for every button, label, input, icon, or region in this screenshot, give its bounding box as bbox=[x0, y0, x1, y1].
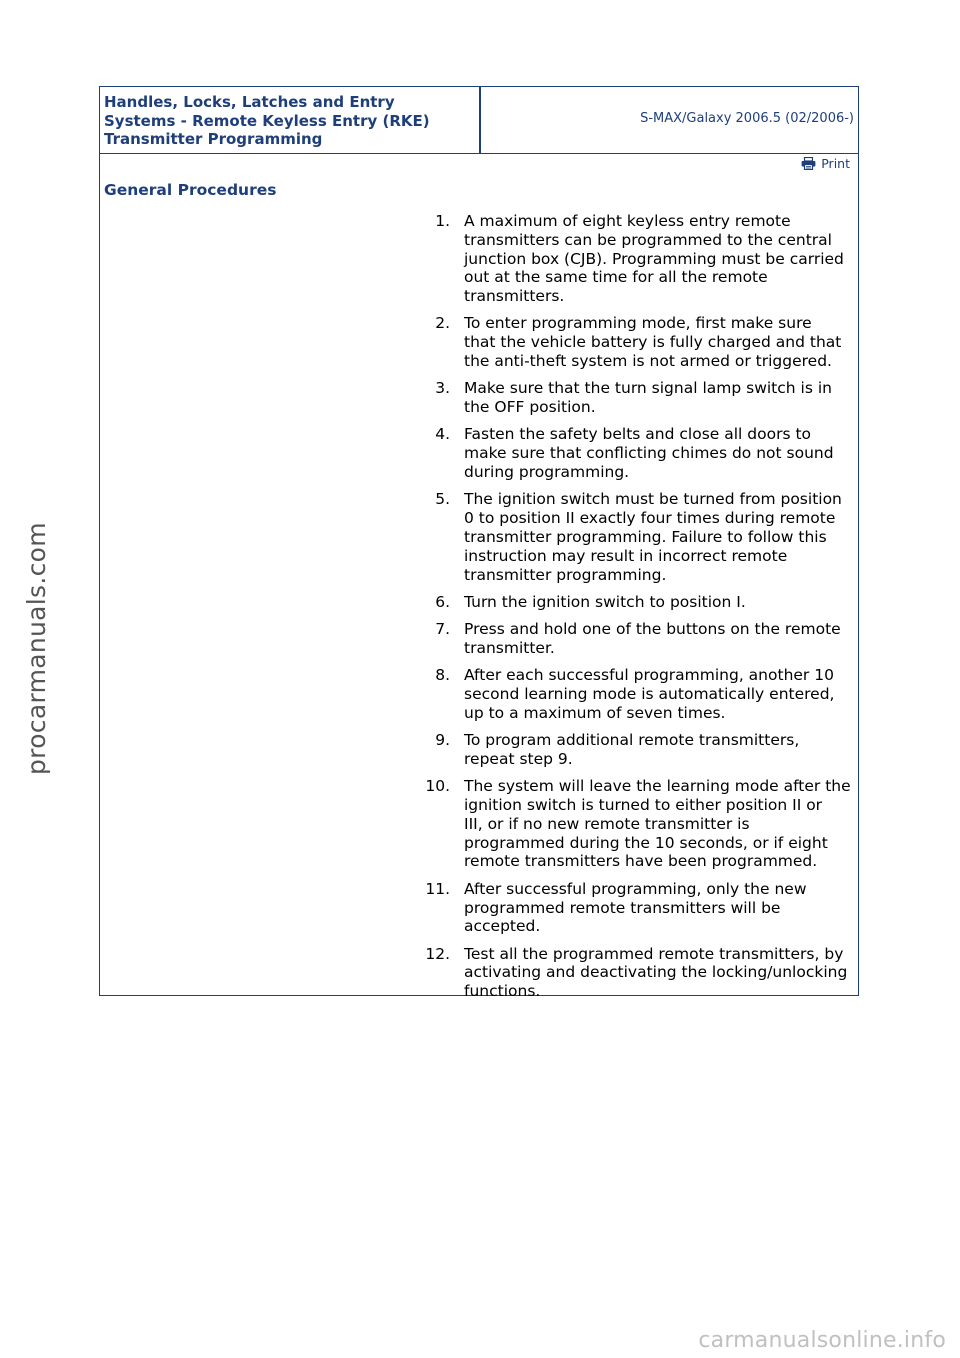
printer-icon bbox=[801, 157, 816, 170]
step-text-line: instruction may result in incorrect remote bbox=[464, 546, 788, 565]
procedure-step bbox=[410, 945, 855, 1001]
step-text-line: Turn the ignition switch to position I. bbox=[464, 592, 746, 611]
step-text-line: remote transmitters have been programmed. bbox=[464, 852, 818, 871]
step-text-line: III, or if no new remote transmitter is bbox=[464, 814, 750, 833]
step-number: 8. bbox=[435, 666, 450, 685]
step-text-line: transmitter programming. bbox=[464, 565, 667, 584]
step-text-line: second learning mode is automatically entered, bbox=[464, 685, 835, 704]
step-text-line: To enter programming mode, first make sure bbox=[464, 314, 812, 333]
step-text-line: To program additional remote transmitters, bbox=[464, 731, 800, 750]
step-text-line: activating and deactivating the locking/unlocking bbox=[464, 963, 848, 982]
procedure-step bbox=[410, 620, 855, 658]
step-text-line: functions. bbox=[464, 982, 541, 1001]
step-text-line: The ignition switch must be turned from position bbox=[464, 490, 842, 509]
step-text-line: the anti-theft system is not armed or triggered. bbox=[464, 352, 832, 371]
procedure-step bbox=[410, 880, 855, 936]
procedure-step bbox=[410, 490, 855, 584]
step-text-line: Make sure that the turn signal lamp switch is in bbox=[464, 379, 832, 398]
procedure-step bbox=[410, 666, 855, 722]
step-number: 10. bbox=[425, 777, 450, 796]
step-text-line: accepted. bbox=[464, 917, 541, 936]
step-text-line: The system will leave the learning mode after the bbox=[464, 777, 851, 796]
step-text-line: ignition switch is turned to either position II or bbox=[464, 796, 823, 815]
header-divider bbox=[479, 87, 481, 153]
section-title: General Procedures bbox=[104, 181, 277, 199]
procedure-step bbox=[410, 777, 855, 871]
step-text-line: A maximum of eight keyless entry remote bbox=[464, 212, 791, 230]
document-title-line: Handles, Locks, Latches and Entry bbox=[104, 93, 395, 111]
procedure-step bbox=[410, 314, 855, 370]
step-number: 3. bbox=[435, 379, 450, 398]
document-title bbox=[104, 93, 474, 149]
step-text-line: transmitter. bbox=[464, 638, 555, 657]
document-title-line: Systems - Remote Keyless Entry (RKE) bbox=[104, 111, 430, 130]
procedure-step bbox=[410, 731, 855, 769]
step-text-line: transmitters can be programmed to the central bbox=[464, 230, 832, 249]
step-text-line: After successful programming, only the new bbox=[464, 879, 807, 898]
step-number: 9. bbox=[435, 731, 450, 750]
step-text-line: up to a maximum of seven times. bbox=[464, 703, 726, 722]
document-title-line: Transmitter Programming bbox=[104, 130, 323, 148]
procedure-steps bbox=[410, 212, 855, 1009]
footer-watermark: carmanualsonline.info bbox=[698, 1328, 946, 1353]
step-text-line: during programming. bbox=[464, 463, 630, 482]
step-text-line: make sure that conflicting chimes do not sound bbox=[464, 444, 834, 463]
procedure-step bbox=[410, 212, 855, 306]
step-text-line: out at the same time for all the remote bbox=[464, 268, 768, 287]
step-text-line: junction box (CJB). Programming must be carried bbox=[464, 249, 844, 268]
step-text-line: transmitter programming. Failure to follow this bbox=[464, 527, 827, 546]
step-number: 7. bbox=[435, 620, 450, 639]
vehicle-model: S-MAX/Galaxy 2006.5 (02/2006-) bbox=[640, 111, 854, 126]
print-label: Print bbox=[821, 156, 850, 171]
procedure-step bbox=[410, 593, 855, 612]
step-text-line: the OFF position. bbox=[464, 398, 596, 417]
step-text-line: Press and hold one of the buttons on the remote bbox=[464, 620, 841, 639]
step-number: 6. bbox=[435, 592, 450, 611]
step-number: 2. bbox=[435, 314, 450, 333]
procedure-document bbox=[99, 86, 859, 1001]
procedure-step bbox=[410, 379, 855, 417]
step-text-line: transmitters. bbox=[464, 287, 565, 306]
step-number: 11. bbox=[425, 879, 450, 898]
step-text-line: repeat step 9. bbox=[464, 749, 573, 768]
print-link[interactable] bbox=[801, 156, 850, 171]
step-text-line: programmed remote transmitters will be bbox=[464, 898, 781, 917]
step-number: 5. bbox=[435, 490, 450, 509]
step-text-line: that the vehicle battery is fully charged and that bbox=[464, 333, 842, 352]
step-text-line: programmed during the 10 seconds, or if eight bbox=[464, 833, 828, 852]
step-number: 1. bbox=[435, 212, 450, 230]
step-text-line: Fasten the safety belts and close all doors to bbox=[464, 425, 812, 444]
step-text-line: Test all the programmed remote transmitters, by bbox=[464, 944, 844, 963]
step-number: 4. bbox=[435, 425, 450, 444]
procedure-step bbox=[410, 425, 855, 481]
side-watermark: procarmanuals.com bbox=[22, 522, 51, 775]
step-number: 12. bbox=[425, 944, 450, 963]
step-text-line: After each successful programming, another 10 bbox=[464, 666, 834, 685]
step-text-line: 0 to position II exactly four times during remote bbox=[464, 509, 836, 528]
document-header bbox=[100, 87, 858, 154]
